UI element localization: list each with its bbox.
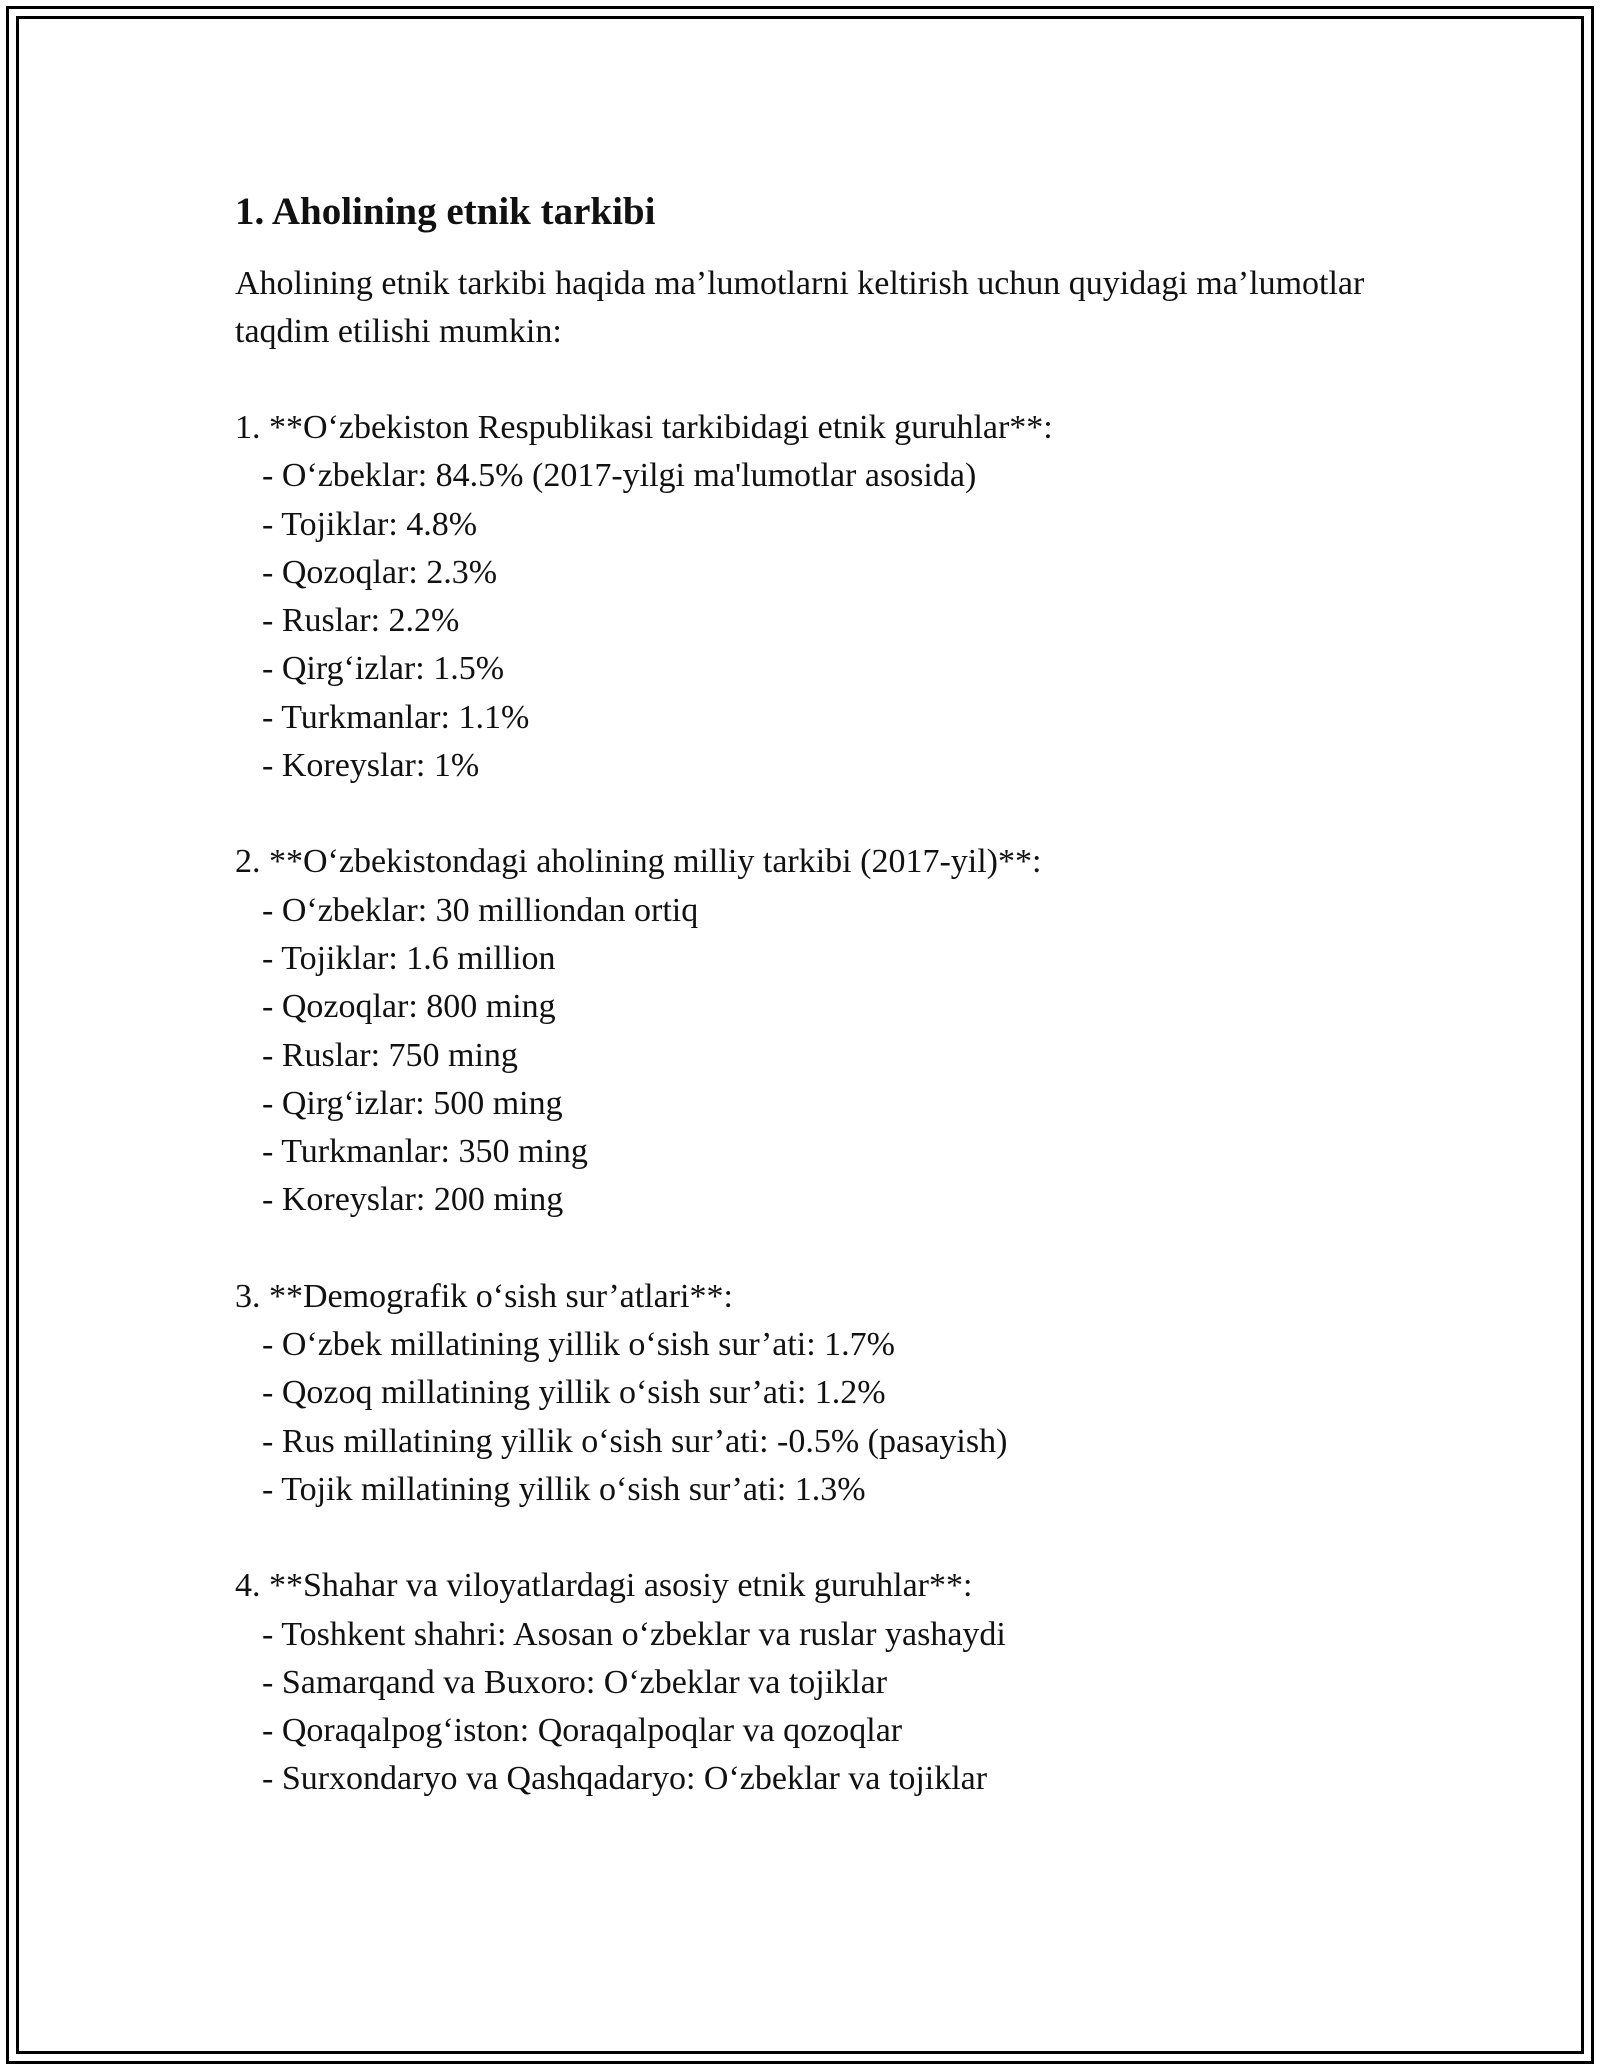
list-item: - Turkmanlar: 350 ming [262,1133,588,1171]
document-body [235,186,1415,1852]
list-item: - Samarqand va Buxoro: O‘zbeklar va tojiklar [262,1663,888,1701]
list-item: - Tojiklar: 1.6 million [262,939,556,977]
list-item: - O‘zbek millatining yillik o‘sish sur’ati: 1.7% [262,1326,896,1364]
intro-paragraph: Aholining etnik tarkibi haqida ma’lumotlarni keltirish uchun quyidagi ma’lumotlar taqdim etilishi mumkin: [235,265,1365,350]
list-item: - Ruslar: 750 ming [262,1036,518,1074]
list-item: - Tojik millatining yillik o‘sish sur’ati: 1.3% [262,1470,866,1508]
section-ethnic-groups [235,404,1415,790]
section-title: 3. **Demografik o‘sish sur’atlari**: [235,1277,733,1315]
list-item: - Qozoq millatining yillik o‘sish sur’ati: 1.2% [262,1374,886,1412]
list-item: - Rus millatining yillik o‘sish sur’ati: -0.5% (pasayish) [262,1422,1008,1460]
list-item: - Turkmanlar: 1.1% [262,698,530,736]
list-item: - Surxondaryo va Qashqadaryo: O‘zbeklar va tojiklar [262,1760,988,1798]
list-item: - Qirg‘izlar: 500 ming [262,1084,563,1122]
section-title: 1. **O‘zbekiston Respublikasi tarkibidagi etnik guruhlar**: [235,409,1053,446]
list-item: - O‘zbeklar: 30 milliondan ortiq [262,891,699,929]
list-item: - Qirg‘izlar: 1.5% [262,650,505,688]
section-growth-rates [235,1273,1415,1514]
list-item: - O‘zbeklar: 84.5% (2017-yilgi ma'lumotlar asosida) [262,457,977,495]
list-item: - Koreyslar: 1% [262,747,480,785]
section-regional-groups [235,1562,1415,1803]
page-title: 1. Aholining etnik tarkibi [235,190,656,233]
list-item: - Qozoqlar: 800 ming [262,988,556,1026]
section-title: 2. **O‘zbekistondagi aholining milliy tarkibi (2017-yil)**: [235,843,1042,881]
list-item: - Koreyslar: 200 ming [262,1181,564,1219]
list-item: - Qozoqlar: 2.3% [262,553,498,591]
section-title: 4. **Shahar va viloyatlardagi asosiy etnik guruhlar**: [235,1567,973,1605]
list-item: - Qoraqalpog‘iston: Qoraqalpoqlar va qozoqlar [262,1712,903,1750]
section-national-composition [235,838,1415,1224]
list-item: - Tojiklar: 4.8% [262,505,478,543]
list-item: - Toshkent shahri: Asosan o‘zbeklar va ruslar yashaydi [262,1615,1006,1653]
list-item: - Ruslar: 2.2% [262,602,460,640]
